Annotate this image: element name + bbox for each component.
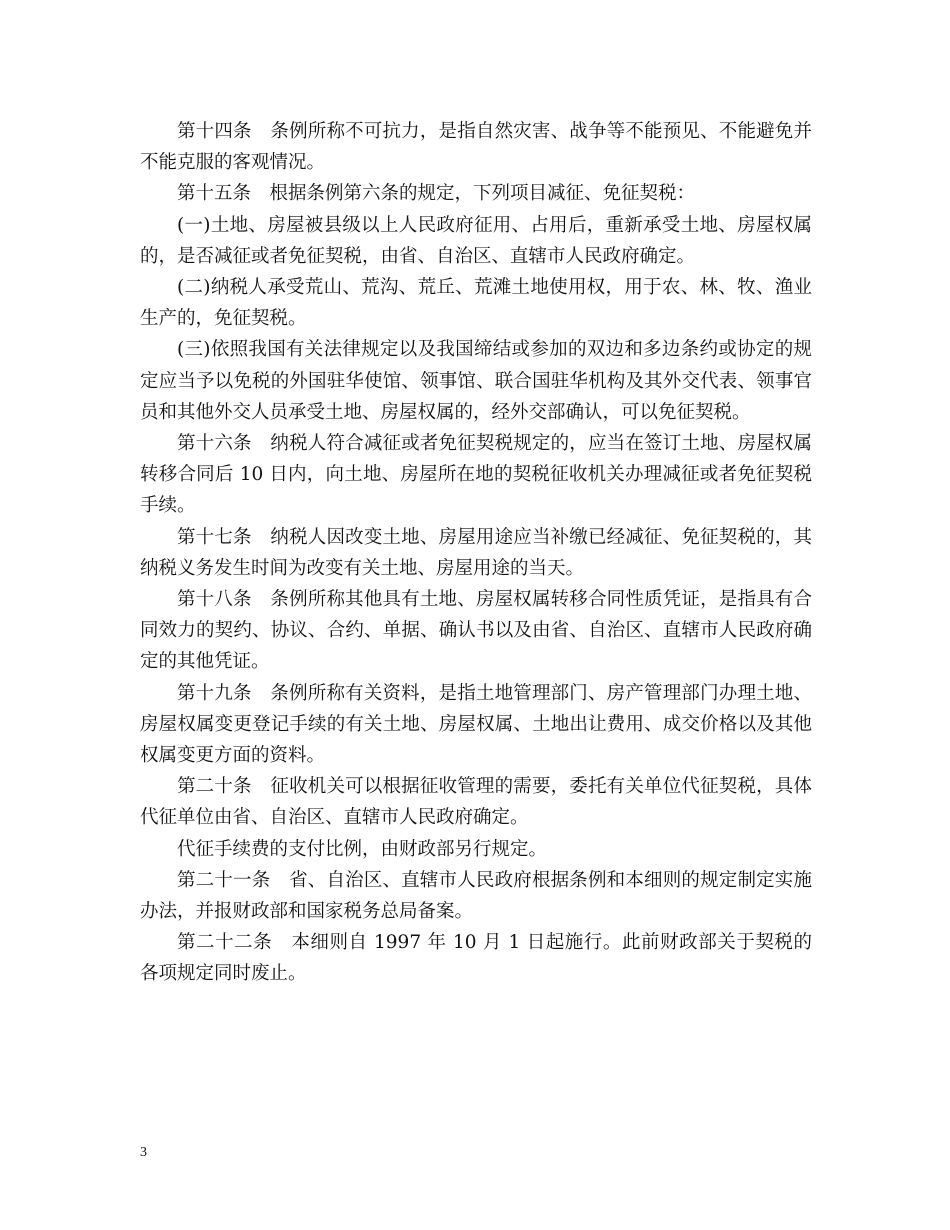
article-19-paragraph: 第十九条 条例所称有关资料，是指土地管理部门、房产管理部门办理土地、房屋权属变更登记手续的有关土地、房屋权属、土地出让费用、成交价格以及其他权属变更方面的资料。 bbox=[140, 682, 812, 767]
article-22-paragraph: 第二十二条 本细则自 1997 年 10 月 1 日起施行。此前财政部关于契税的各项规定同时废止。 bbox=[140, 932, 812, 985]
article-15-item-2: (二)纳税人承受荒山、荒沟、荒丘、荒滩土地使用权，用于农、林、牧、渔业生产的，免征契税。 bbox=[140, 277, 812, 330]
page-number: 3 bbox=[140, 1145, 147, 1160]
article-21-paragraph: 第二十一条 省、自治区、直辖市人民政府根据条例和本细则的规定制定实施办法，并报财政部和国家税务总局备案。 bbox=[140, 869, 812, 923]
article-18-paragraph: 第十八条 条例所称其他具有土地、房屋权属转移合同性质凭证，是指具有合同效力的契约、协议、合约、单据、确认书以及由省、自治区、直辖市人民政府确定的其他凭证。 bbox=[140, 589, 812, 673]
article-15-item-1: (一)土地、房屋被县级以上人民政府征用、占用后，重新承受土地、房屋权属的，是否减征或者免征契税，由省、自治区、直辖市人民政府确定。 bbox=[140, 214, 812, 267]
article-15-paragraph: 第十五条 根据条例第六条的规定，下列项目减征、免征契税： bbox=[177, 183, 696, 205]
article-14-paragraph: 第十四条 条例所称不可抗力，是指自然灾害、战争等不能预见、不能避免并不能克服的客观情况。 bbox=[140, 121, 812, 174]
article-20-paragraph: 第二十条 征收机关可以根据征收管理的需要，委托有关单位代征契税，具体代征单位由省、自治区、直辖市人民政府确定。 bbox=[140, 776, 812, 829]
document-body bbox=[140, 116, 812, 990]
article-15-item-3: (三)依照我国有关法律规定以及我国缔结或参加的双边和多边条约或协定的规定应当予以免税的外国驻华使馆、领事馆、联合国驻华机构及其外交代表、领事官员和其他外交人员承受土地、房屋权属的，经外交部确认，可以免征契税。 bbox=[140, 339, 812, 423]
article-16-paragraph: 第十六条 纳税人符合减征或者免征契税规定的，应当在签订土地、房屋权属转移合同后 10 日内，向土地、房屋所在地的契税征收机关办理减征或者免征契税手续。 bbox=[140, 433, 812, 517]
article-17-paragraph: 第十七条 纳税人因改变土地、房屋用途应当补缴已经减征、免征契税的，其纳税义务发生时间为改变有关土地、房屋用途的当天。 bbox=[140, 526, 812, 579]
article-20-fee-paragraph: 代征手续费的支付比例，由财政部另行规定。 bbox=[177, 838, 548, 860]
